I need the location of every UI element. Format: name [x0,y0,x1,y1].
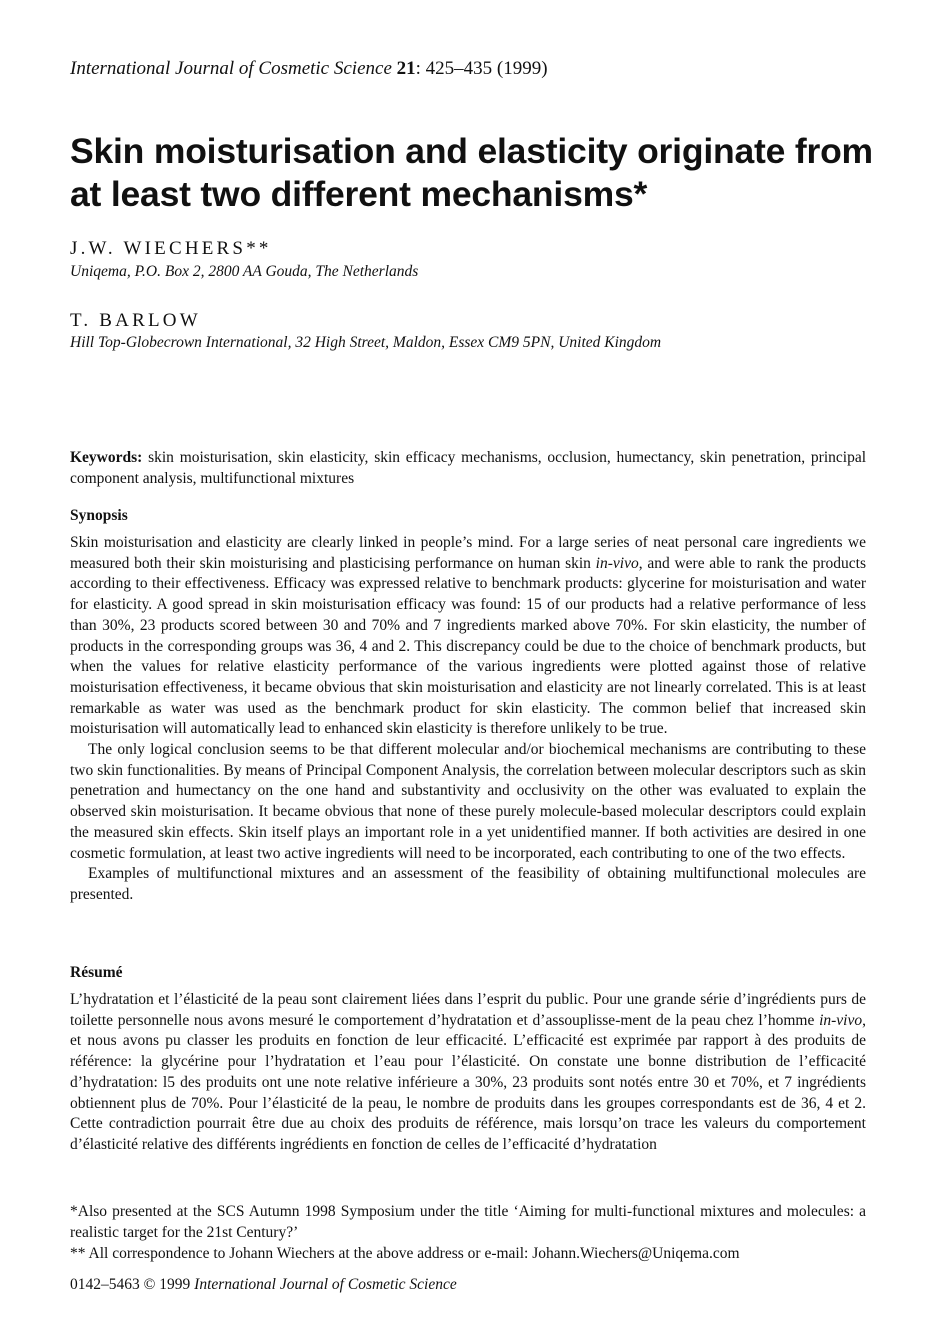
footnotes [70,1201,866,1264]
author-name-1: J.W. WIECHERS** [70,238,272,259]
resume-p1-part-a: L’hydratation et l’élasticité de la peau sont clairement liées dans l’esprit du public. Pour une grande série d’ingrédients purs de toilette personnelle nous avons mesuré le comportement d’hydratation et d’assouplisse-ment de la peau chez l’homme [70,991,866,1029]
footnote-1: *Also presented at the SCS Autumn 1998 Symposium under the title ‘Aiming for multi-functional mixtures and molecules: a realistic target for the 21st Century?’ [70,1203,866,1241]
synopsis-body [70,533,866,906]
copyright-journal: International Journal of Cosmetic Science [194,1276,457,1293]
footnote-2: ** All correspondence to Johann Wiechers at the above address or e-mail: Johann.Wiechers@Uniqema.com [70,1245,740,1262]
synopsis-heading: Synopsis [70,507,128,524]
synopsis-paragraph-3: Examples of multifunctional mixtures and an assessment of the feasibility of obtaining multifunctional molecules are presented. [70,865,866,903]
article-title: Skin moisturisation and elasticity originate from at least two different mechanisms* [70,131,873,214]
keywords [70,447,866,489]
resume-paragraph-1 [70,990,866,1156]
resume-heading: Résumé [70,964,123,981]
synopsis-p1-part-b: , and were able to rank the products according to their effectiveness. Efficacy was expressed relative to benchmark products: glycerine for moisturisation and water for elasticity. A good spread in skin moisturisation efficacy was found: 15 of our products had a relative performance of less than 30%, 23 products scored between 30 and 70% and 7 ingredients marked above 70%. For skin elasticity, the number of products in the corresponding groups was 36, 4 and 2. This discrepancy could be due to the choice of benchmark products, but when the values for relative elasticity performance of the various ingredients were plotted against those of relative moisturisation effectiveness, it became obvious that skin moisturisation and elasticity are not linearly correlated. This is at least remarkable as water was used as the benchmark product for skin elasticity. The common belief that increased skin moisturisation will automatically lead to enhanced skin elasticity is therefore unlikely to be true. [70,554,867,738]
author-affiliation-1: Uniqema, P.O. Box 2, 2800 AA Gouda, The Netherlands [70,263,419,280]
copyright-notice: © 1999 [143,1276,191,1293]
synopsis-paragraph-1 [70,533,866,740]
keywords-label: Keywords: [70,449,143,466]
resume-p1-part-b: , et nous avons pu classer les produits en fonction de leur efficacité. L’efficacité est exprimée par rapport à des produits de référence: la glycérine pour l’hydratation et l’eau pour l’élasticité. On constate une bonne distribution de l’efficacité d’hydratation: l5 des produits ont une note relative inférieure a 30%, 23 produits sont notés entre 30 et 70%, et 7 ingrédients obtiennent plus de 70%. Pour l’élasticité de la peau, le nombre de produits dans les groupes correspondants est de 36, 4 et 2. Cette contradiction pourrait être due au choix des produits de référence, mais lorsqu’on trace les valeurs du comportement d’élasticité relative des différents ingrédients en fonction de celles de l’efficacité d’hydratation [70,1011,866,1153]
keywords-text: skin moisturisation, skin elasticity, skin efficacy mechanisms, occlusion, humectancy, skin penetration, principal component analysis, multifunctional mixtures [70,449,867,487]
resume-body [70,990,866,1156]
author-name-2: T. BARLOW [70,310,201,331]
synopsis-paragraph-2: The only logical conclusion seems to be that different molecular and/or biochemical mechanisms are contributing to these two skin functionalities. By means of Principal Component Analysis, the correlation between molecular descriptors such as skin penetration and humectancy on the one hand and substantivity and occlusivity on the other was evaluated to explain the observed skin moisturisation. It became obvious that none of these purely molecule-based molecular descriptors could explain the measured skin effects. Skin itself plays an important role in a yet unidentified manner. If both activities are desired in one cosmetic formulation, at least two active ingredients will need to be incorporated, each contributing to one of the two effects. [70,741,866,862]
synopsis-p1-emphasis: in-vivo [595,554,639,572]
journal-header [70,58,548,80]
journal-volume: 21 [396,58,416,79]
copyright-line [70,1276,457,1294]
journal-pages-year: : 425–435 (1999) [415,58,548,79]
author-affiliation-2: Hill Top-Globecrown International, 32 High Street, Maldon, Essex CM9 5PN, United Kingdom [70,334,662,351]
resume-p1-emphasis: in-vivo [819,1011,863,1029]
synopsis-p1-part-a: Skin moisturisation and elasticity are clearly linked in people’s mind. For a large series of neat personal care ingredients we measured both their skin moisturising and plasticising performance on human skin [70,534,866,572]
journal-name: International Journal of Cosmetic Science [70,58,392,79]
issn-code: 0142–5463 [70,1276,140,1293]
